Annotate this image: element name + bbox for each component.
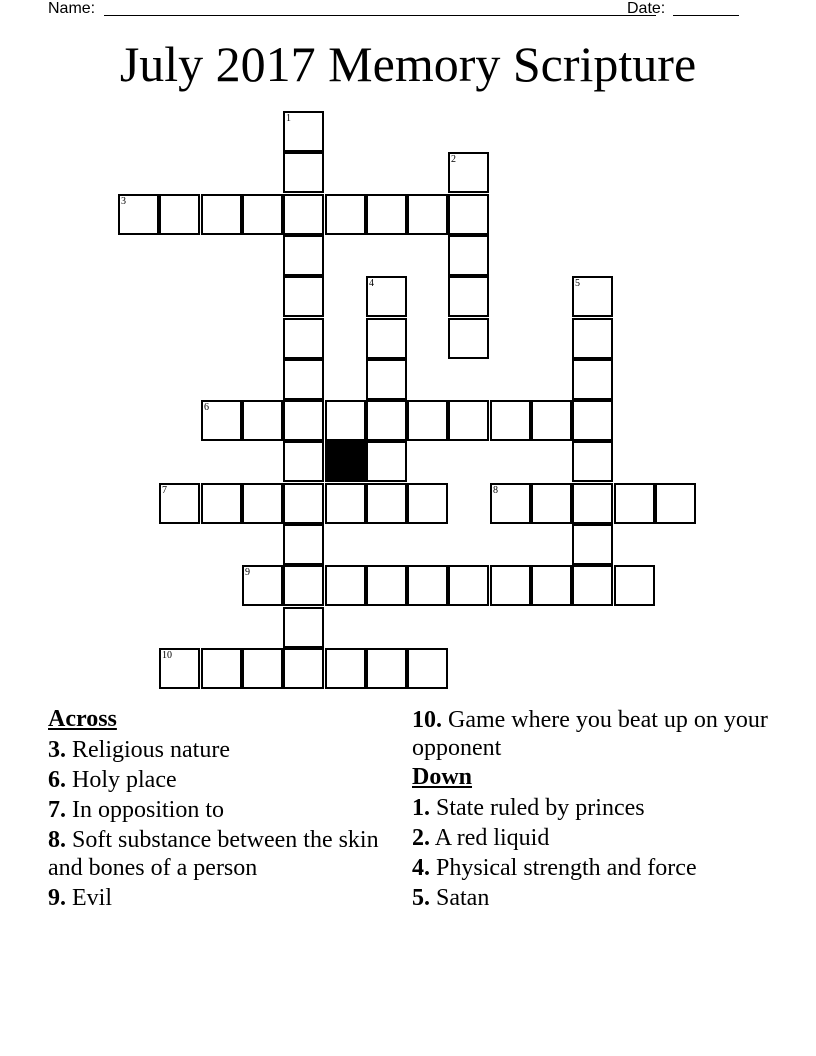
clues-right-column: [412, 704, 772, 912]
clue-across-7: [48, 796, 408, 824]
clue-number: 7.: [48, 797, 66, 823]
clue-text: A red liquid: [434, 825, 550, 851]
clue-number: 8.: [48, 827, 66, 853]
cell-number: 1: [286, 113, 291, 124]
grid-cell[interactable]: [448, 152, 489, 193]
grid-cell[interactable]: [572, 441, 613, 482]
date-label: Date:: [627, 0, 666, 17]
grid-cell[interactable]: [448, 318, 489, 359]
grid-cell[interactable]: [572, 565, 613, 606]
clue-down-5: [412, 884, 772, 912]
grid-cell[interactable]: [242, 565, 283, 606]
clue-across-8: [48, 826, 408, 882]
clue-text: State ruled by princes: [436, 795, 645, 821]
grid-cell[interactable]: [283, 276, 324, 317]
grid-cell[interactable]: [531, 400, 572, 441]
grid-cell[interactable]: [366, 648, 407, 689]
grid-cell[interactable]: [448, 194, 489, 235]
clue-down-2: [412, 824, 772, 852]
grid-cell[interactable]: [283, 441, 324, 482]
grid-cell[interactable]: [283, 318, 324, 359]
grid-cell[interactable]: [325, 565, 366, 606]
clue-text: In opposition to: [72, 797, 225, 823]
grid-cell[interactable]: [201, 483, 242, 524]
cell-number: 4: [369, 278, 374, 289]
cell-number: 8: [493, 485, 498, 496]
clue-across-10: [412, 706, 772, 762]
grid-cell[interactable]: [325, 648, 366, 689]
grid-cell[interactable]: [572, 276, 613, 317]
grid-cell[interactable]: [366, 359, 407, 400]
grid-cell[interactable]: [407, 565, 448, 606]
grid-cell[interactable]: [572, 359, 613, 400]
clue-number: 5.: [412, 885, 430, 911]
clue-across-6: [48, 766, 408, 794]
grid-cell[interactable]: [490, 565, 531, 606]
grid-cell[interactable]: [572, 318, 613, 359]
grid-cell[interactable]: [366, 565, 407, 606]
grid-cell[interactable]: [283, 648, 324, 689]
grid-cell[interactable]: [325, 194, 366, 235]
page-title: July 2017 Memory Scripture: [119, 36, 697, 92]
grid-cell[interactable]: [572, 524, 613, 565]
grid-cell[interactable]: [201, 648, 242, 689]
grid-cell[interactable]: [366, 194, 407, 235]
grid-cell[interactable]: [283, 359, 324, 400]
clue-text: Satan: [436, 885, 490, 911]
grid-cell[interactable]: [242, 648, 283, 689]
clue-across-9: [48, 884, 408, 912]
grid-cell[interactable]: [531, 565, 572, 606]
grid-cell[interactable]: [490, 400, 531, 441]
cell-number: 2: [451, 154, 456, 165]
cell-number: 9: [245, 567, 250, 578]
grid-cell[interactable]: [490, 483, 531, 524]
grid-cell[interactable]: [283, 152, 324, 193]
clue-text: Soft substance between the skin and bones of a person: [48, 827, 379, 881]
grid-cell[interactable]: [242, 194, 283, 235]
grid-cell[interactable]: [366, 483, 407, 524]
grid-cell[interactable]: [448, 276, 489, 317]
grid-cell[interactable]: [614, 483, 655, 524]
name-label: Name:: [48, 0, 96, 17]
clue-text: Religious nature: [72, 737, 230, 763]
grid-cell[interactable]: [159, 483, 200, 524]
down-heading: Down: [412, 764, 473, 790]
clue-number: 4.: [412, 855, 430, 881]
clue-number: 2.: [412, 825, 430, 851]
grid-cell[interactable]: [242, 400, 283, 441]
grid-cell[interactable]: [614, 565, 655, 606]
grid-cell[interactable]: [325, 400, 366, 441]
grid-cell[interactable]: [407, 648, 448, 689]
cell-number: 3: [121, 196, 126, 207]
clue-text: Holy place: [72, 767, 177, 793]
grid-cell[interactable]: [448, 235, 489, 276]
grid-cell[interactable]: [283, 400, 324, 441]
cell-number: 10: [162, 650, 172, 661]
grid-cell[interactable]: [655, 483, 696, 524]
clue-down-4: [412, 854, 772, 882]
clue-number: 6.: [48, 767, 66, 793]
grid-cell[interactable]: [283, 483, 324, 524]
grid-cell[interactable]: [448, 565, 489, 606]
grid-cell[interactable]: [283, 607, 324, 648]
grid-cell[interactable]: [448, 400, 489, 441]
grid-cell[interactable]: [325, 483, 366, 524]
across-heading: Across: [48, 706, 117, 732]
clue-text: Evil: [72, 885, 112, 911]
grid-cell[interactable]: [407, 194, 448, 235]
grid-cell[interactable]: [366, 400, 407, 441]
grid-cell[interactable]: [201, 194, 242, 235]
grid-cell[interactable]: [531, 483, 572, 524]
clues-left-column: [48, 704, 408, 912]
grid-cell[interactable]: [366, 276, 407, 317]
grid-cell[interactable]: [366, 318, 407, 359]
grid-cell[interactable]: [242, 483, 283, 524]
cell-number: 5: [575, 278, 580, 289]
clue-text: Physical strength and force: [436, 855, 697, 881]
grid-cell[interactable]: [407, 483, 448, 524]
grid-cell[interactable]: [572, 483, 613, 524]
clue-down-1: [412, 794, 772, 822]
grid-cell[interactable]: [283, 235, 324, 276]
grid-cell[interactable]: [159, 194, 200, 235]
clue-text: Game where you beat up on your opponent: [412, 707, 768, 761]
clue-number: 9.: [48, 885, 66, 911]
grid-cell[interactable]: [283, 194, 324, 235]
clue-number: 3.: [48, 737, 66, 763]
grid-cell[interactable]: [283, 565, 324, 606]
grid-cell[interactable]: [366, 441, 407, 482]
cell-number: 7: [162, 485, 167, 496]
clue-number: 10.: [412, 707, 442, 733]
grid-cell[interactable]: [407, 400, 448, 441]
grid-cell[interactable]: [283, 524, 324, 565]
clue-across-3: [48, 736, 408, 764]
grid-cell[interactable]: [159, 648, 200, 689]
grid-cell[interactable]: [118, 194, 159, 235]
cell-number: 6: [204, 402, 209, 413]
grid-cell[interactable]: [201, 400, 242, 441]
grid-cell[interactable]: [572, 400, 613, 441]
black-cell: [325, 441, 366, 482]
clue-number: 1.: [412, 795, 430, 821]
grid-cell[interactable]: [283, 111, 324, 152]
